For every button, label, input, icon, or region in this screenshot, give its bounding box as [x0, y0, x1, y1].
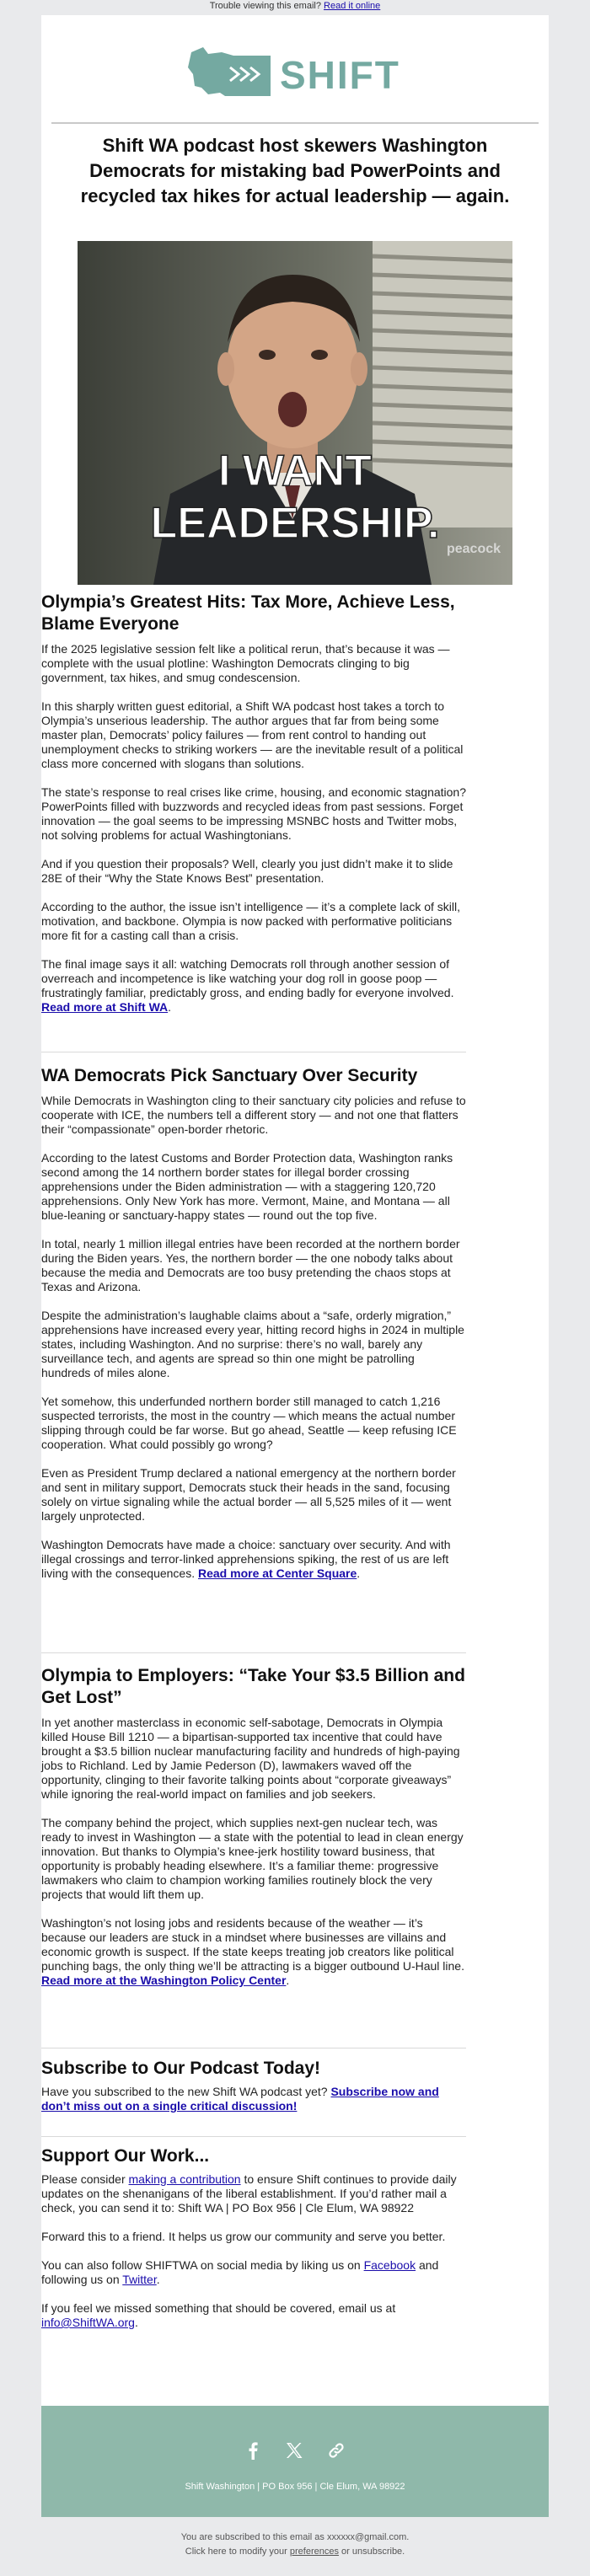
section2-paragraph: While Democrats in Washington cling to their sanctuary city policies and refuse to cooperate with ICE, the numbers tell a different story — and not one that flatters their “compassionate” open-border rhetoric.	[41, 1094, 466, 1136]
footer-address: Shift Washington | PO Box 956 | Cle Elum, WA 98922	[185, 2482, 405, 2492]
section1-paragraph: The state’s response to real crises like crime, housing, and economic stagnation? PowerPoints filled with buzzwords and recycled ideas from past sessions. Forget innovation — the goal seems to be impressing MSNBC hosts and Twitter mobs, not solving problems for actual Washingtonians.	[41, 785, 467, 842]
section5-contribution	[41, 2172, 466, 2215]
x-icon[interactable]	[285, 2441, 303, 2465]
preferences-prefix: Click here to modify your	[185, 2547, 290, 2557]
section5-p3a: You can also follow SHIFTWA on social media by liking us on	[41, 2258, 364, 2272]
preferences-link[interactable]: preferences	[289, 2547, 339, 2557]
hero-caption-line1: I WANT	[218, 447, 372, 495]
section5-p4a: If you feel we missed something that should be covered, email us at	[41, 2301, 396, 2315]
preferences-line	[0, 2545, 590, 2559]
preheader-text: Trouble viewing this email?	[209, 1, 324, 11]
preheader	[0, 0, 590, 13]
section2-p7-text: Washington Democrats have made a choice: sanctuary over security. And with illegal crossings and terror-linked apprehensions spiking, the rest of us are left living with the consequences.	[41, 1538, 451, 1580]
logo-text: SHIFT	[280, 53, 400, 97]
section3-title: Olympia to Employers: “Take Your $3.5 Billion and Get Lost”	[41, 1666, 465, 1707]
read-more-wpc-link[interactable]: Read more at the Washington Policy Center	[41, 1974, 287, 1987]
section2-title: WA Democrats Pick Sanctuary Over Security	[41, 1066, 418, 1085]
read-more-shift-wa-link[interactable]: Read more at Shift WA	[41, 1000, 169, 1014]
section1-p6-text: The final image says it all: watching Democrats roll through another session of overreach and incompetence is like watching your dog roll in goose poop — frustratingly familiar, predictably gross, and ending badly for everyone involved.	[41, 957, 454, 999]
section5-title: Support Our Work...	[41, 2146, 210, 2166]
section5-p3b: and following us on	[41, 2258, 439, 2286]
twitter-link[interactable]: Twitter	[122, 2273, 157, 2286]
link-icon[interactable]	[327, 2441, 346, 2465]
section-support-our-work	[41, 2145, 466, 2344]
period: .	[156, 2273, 160, 2286]
section-subscribe-podcast	[41, 2058, 466, 2128]
section3-paragraph: In yet another masterclass in economic self-sabotage, Democrats in Olympia killed House Bill 1210 — a bipartisan-supported tax incentive that could have brought a $3.5 billion nuclear manufacturing facility and hundreds of high-paying jobs to Richland. Led by Jamie Pederson (D), lawmakers waved off the opportunity, clinging to their favorite talking points about “corporate giveaways” while ignoring the real-world impact on families and job seekers.	[41, 1716, 460, 1801]
period: .	[134, 2316, 138, 2329]
period: .	[286, 1974, 290, 1987]
facebook-icon[interactable]	[244, 2441, 261, 2465]
section5-p1a: Please consider	[41, 2172, 129, 2186]
section3-paragraph-final	[41, 1916, 466, 1988]
section2-paragraph: Even as President Trump declared a national emergency at the northern border and sent in military support, Democrats stuck their heads in the sand, focusing solely on virtue signaling while the actual border — all 5,525 miles of it — went largely unprotected.	[41, 1466, 456, 1523]
period: .	[357, 1566, 361, 1580]
make-contribution-link[interactable]: making a contribution	[128, 2172, 241, 2186]
section2-paragraph: Despite the administration’s laughable claims about a “safe, orderly migration,” apprehensions have increased every year, hitting record highs in 2024 in multiple states, including Washington. And no surprise: there’s no wall, barely any surveillance tech, and agents are spread so thin one might be patrolling hundreds of miles alone.	[41, 1309, 464, 1379]
read-more-center-square-link[interactable]: Read more at Center Square	[198, 1566, 357, 1580]
section2-paragraph-final	[41, 1538, 466, 1581]
section5-social	[41, 2258, 466, 2287]
preferences-suffix: or unsubscribe.	[338, 2547, 405, 2557]
section4-title: Subscribe to Our Podcast Today!	[41, 2059, 320, 2078]
section2-paragraph: In total, nearly 1 million illegal entries have been recorded at the northern border during the Biden years. Yes, the northern border — the one nobody talks about because the media and Democrats are too busy pretending the chaos stops at Texas and Arizona.	[41, 1237, 460, 1293]
subscription-notice	[0, 2530, 590, 2559]
section5-p1b: to ensure Shift continues to provide daily updates on the shenanigans of the liberal establishment. If you’d rather mail a check, you can send it to: Shift WA | PO Box 956 | Cle Elum, WA 98922	[41, 2172, 457, 2215]
section1-paragraph: According to the author, the issue isn’t intelligence — it’s a complete lack of skill, motivation, and backbone. Olympia is now packed with performative politicians more fit for a casting call than a crisis.	[41, 900, 460, 942]
period: .	[168, 1000, 172, 1014]
section-divider	[41, 2136, 466, 2137]
section3-p3-text: Washington’s not losing jobs and residents because of the weather — it’s because our leaders are stuck in a mindset where businesses are villains and economic growth is suspect. If the state keeps treating job creators like political punching bags, the only thing we’ll be attracting is a bigger outbound U-Haul line.	[41, 1916, 464, 1973]
section4-p1-text: Have you subscribed to the new Shift WA podcast yet?	[41, 2085, 331, 2098]
section5-email	[41, 2301, 466, 2330]
section3-paragraph: The company behind the project, which supplies next-gen nuclear tech, was ready to invest in Washington — a state with the potential to lead in clean energy innovation. But thanks to Olympia’s knee-jerk hostility toward business, that opportunity is probably heading elsewhere. It’s a familiar theme: progressive lawmakers who claim to champion working families routinely block the very projects that would lift them up.	[41, 1816, 464, 1901]
section-olympia-to-employers	[41, 1665, 466, 2002]
section-olympia-greatest-hits	[41, 592, 466, 1029]
subscribed-as-text: You are subscribed to this email as xxxxxx@gmail.com.	[180, 2532, 410, 2542]
email-headline: Shift WA podcast host skewers Washington Democrats for mistaking bad PowerPoints and recycled tax hikes for actual leadership — again.	[80, 135, 510, 206]
hero-image	[78, 241, 512, 585]
email-footer	[41, 2406, 549, 2517]
email-info-link[interactable]: info@ShiftWA.org	[41, 2316, 135, 2329]
read-online-link[interactable]: Read it online	[324, 1, 381, 11]
section1-paragraph: If the 2025 legislative session felt like a political rerun, that’s because it was — complete with the usual plotline: Washington Democrats clinging to big government, tax hikes, and smug condescension.	[41, 642, 450, 684]
section2-paragraph: According to the latest Customs and Border Protection data, Washington ranks second among the 14 northern border states for illegal border crossing apprehensions under the Biden administration — with a staggering 120,720 apprehensions. Only New York has more. Vermont, Maine, and Montana — all blue-leaning or sanctuary-happy states — round out the top five.	[41, 1151, 453, 1222]
section4-paragraph	[41, 2085, 466, 2113]
subscribe-podcast-link[interactable]: Subscribe now and don’t miss out on a single critical discussion!	[41, 2085, 439, 2113]
section1-paragraph: In this sharply written guest editorial, a Shift WA podcast host takes a torch to Olympia’s unserious leadership. The author argues that far from being some master plan, Democrats’ policy failures — from rent control to handing out unemployment checks to striking workers — are the inevitable result of a political class more concerned with slogans than solutions.	[41, 699, 464, 770]
hero-illustration	[78, 241, 512, 585]
section2-paragraph: Yet somehow, this underfunded northern border still managed to catch 1,216 suspected terrorists, the most in the country — which means the actual number slipping through could be far worse. But go ahead, Seattle — keep refusing ICE cooperation. What could possibly go wrong?	[41, 1395, 457, 1451]
header-divider	[51, 122, 539, 124]
facebook-link[interactable]: Facebook	[363, 2258, 416, 2272]
section5-forward: Forward this to a friend. It helps us grow our community and serve you better.	[41, 2230, 446, 2243]
hero-caption-line2: LEADERSHIP.	[150, 499, 440, 548]
section1-title: Olympia’s Greatest Hits: Tax More, Achieve Less, Blame Everyone	[41, 592, 455, 634]
section-divider	[41, 1652, 466, 1653]
peacock-watermark: peacock	[446, 542, 502, 556]
logo-header	[41, 15, 549, 123]
section1-paragraph-final	[41, 957, 466, 1015]
section1-paragraph: And if you question their proposals? Well, clearly you just didn’t make it to slide 28E of their “Why the State Knows Best” presentation.	[41, 857, 453, 885]
social-icons	[41, 2441, 549, 2465]
section-sanctuary-over-security	[41, 1065, 466, 1595]
